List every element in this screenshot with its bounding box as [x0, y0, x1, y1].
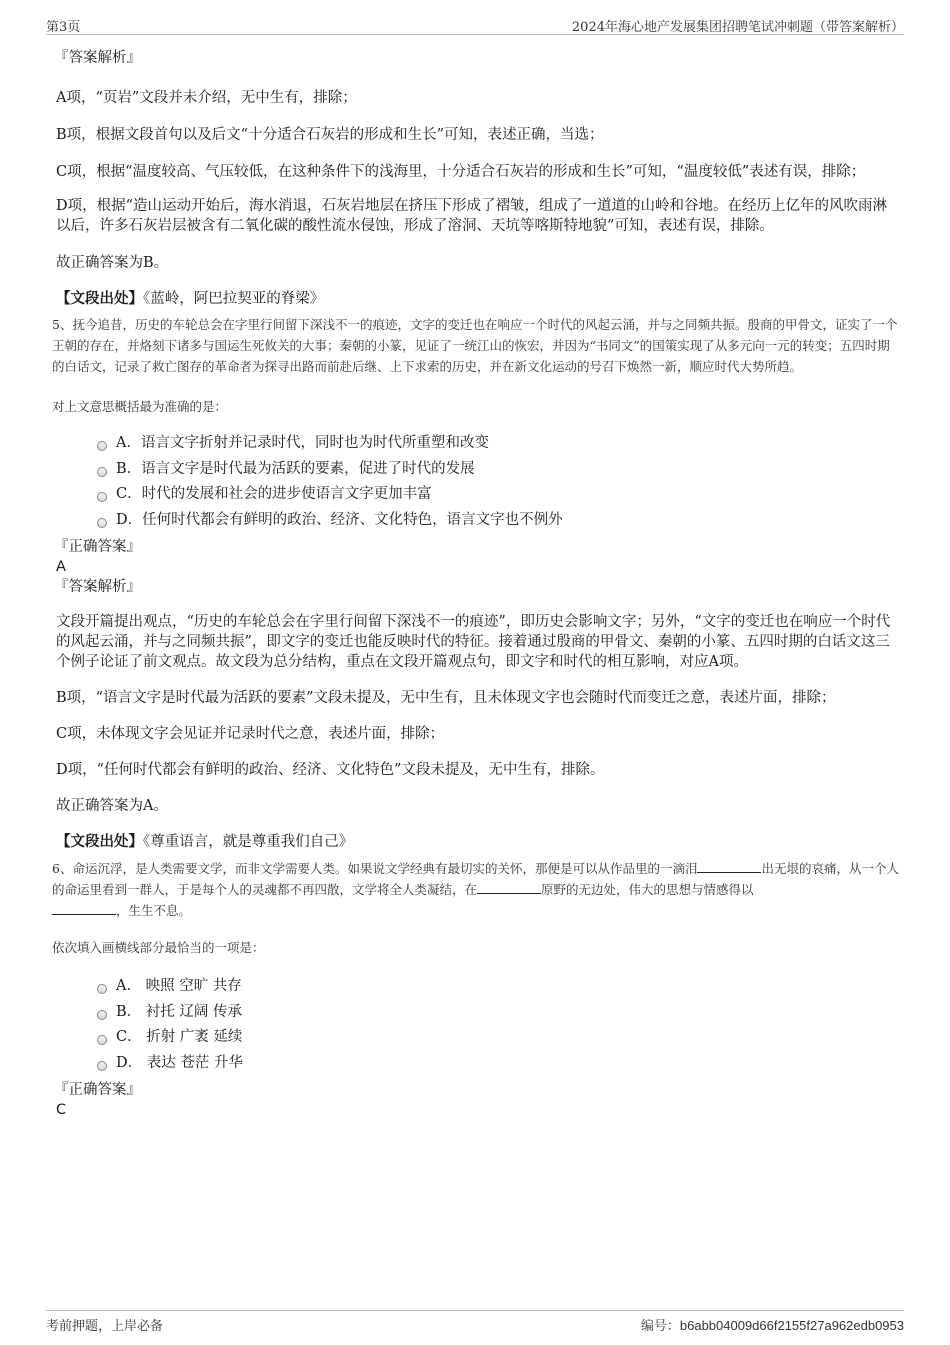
- q6-option-c[interactable]: C． 折射 广袤 延续: [56, 1025, 900, 1051]
- radio-icon[interactable]: [97, 1061, 107, 1071]
- footer-code: 编号：b6abb04009d66f2155f27a962edb0953: [640, 1318, 904, 1334]
- radio-icon[interactable]: [97, 518, 107, 528]
- q4-analysis-c: C项，根据“温度较高、气压较低，在这种条件下的浅海里，十分适合石灰岩的形成和生长”可知，“温度较低”表述有误，排除；: [56, 164, 866, 180]
- q5-option-b[interactable]: B．语言文字是时代最为活跃的要素，促进了时代的发展: [56, 457, 900, 483]
- q5-prompt: 对上文意思概括最为准确的是：: [52, 399, 228, 414]
- fill-blank-3: [52, 902, 116, 915]
- q4-analysis-d: D项，根据“造山运动开始后，海水消退，石灰岩地层在挤压下形成了褶皱，组成了一道道的山岭和谷地。在经历上亿年的风吹雨淋以后，许多石灰岩层被含有二氧化碳的酸性流水侵蚀，形成了溶洞、天坑等喀斯特地貌”可知，表述有误，排除。: [56, 198, 888, 234]
- page-footer: [46, 1310, 904, 1333]
- q5-analysis-main: 文段开篇提出观点，“历史的车轮总会在字里行间留下深浅不一的痕迹”，即历史会影响文字；另外，“文字的变迁也在响应一个时代的风起云涌，并与之同频共振”，即文字的变迁也能反映时代的特征。接着通过殷商的甲骨文、秦朝的小篆、五四时期的白话文这三个例子论证了前文观点。故文段为总分结构，重点在文段开篇观点句，即文字和时代的相互影响，对应A项。: [56, 614, 891, 670]
- q5-analysis-c: C项，未体现文字会见证并记录时代之意，表述片面，排除；: [56, 726, 445, 742]
- q5-analysis-d: D项，“任何时代都会有鲜明的政治、经济、文化特色”文段未提及，无中生有，排除。: [56, 762, 605, 778]
- footer-slogan: 考前押题，上岸必备: [46, 1319, 164, 1334]
- fill-blank-1: [697, 860, 761, 873]
- document-title: 2024年海心地产发展集团招聘笔试冲刺题（带答案解析）: [571, 20, 904, 35]
- radio-icon[interactable]: [97, 984, 107, 994]
- q5-option-d[interactable]: D．任何时代都会有鲜明的政治、经济、文化特色，语言文字也不例外: [56, 508, 900, 534]
- page-number: 第3页: [46, 20, 81, 35]
- radio-icon[interactable]: [97, 1035, 107, 1045]
- q5-correct-title: 『正确答案』: [54, 539, 141, 555]
- q5-source-title: 《尊重语言，就是尊重我们自己》: [143, 834, 354, 850]
- page-header: [46, 14, 904, 35]
- q5-analysis-title: 『答案解析』: [54, 579, 141, 595]
- q4-source-label: 【文段出处】: [56, 290, 143, 307]
- q5-analysis-b: B项，“语言文字是时代最为活跃的要素”文段未提及，无中生有，且未体现文字也会随时代而变迁之意，表述片面，排除；: [56, 690, 836, 706]
- q4-analysis-title: 『答案解析』: [54, 50, 141, 66]
- fill-blank-2: [477, 881, 541, 894]
- q4-source: [56, 289, 900, 309]
- q5-conclusion: 故正确答案为A。: [56, 798, 168, 814]
- q4-analysis-b: B项，根据文段首句以及后文“十分适合石灰岩的形成和生长”可知，表述正确，当选；: [56, 127, 604, 143]
- q5-source-label: 【文段出处】: [56, 833, 143, 850]
- q6-prompt: 依次填入画横线部分最恰当的一项是：: [52, 940, 265, 955]
- q6-correct-answer: C: [56, 1102, 67, 1118]
- q4-conclusion: 故正确答案为B。: [56, 255, 169, 271]
- q6-option-d[interactable]: D． 表达 苍茫 升华: [56, 1051, 900, 1077]
- q6-option-b[interactable]: B． 衬托 辽阔 传承: [56, 1000, 900, 1026]
- radio-icon[interactable]: [97, 1010, 107, 1020]
- q5-options: [56, 431, 900, 533]
- q5-correct-answer: A: [56, 559, 66, 575]
- radio-icon[interactable]: [97, 441, 107, 451]
- radio-icon[interactable]: [97, 467, 107, 477]
- q5-option-a[interactable]: A．语言文字折射并记录时代，同时也为时代所重塑和改变: [56, 431, 900, 457]
- q6-correct-title: 『正确答案』: [54, 1082, 141, 1098]
- q5-option-c[interactable]: C．时代的发展和社会的进步使语言文字更加丰富: [56, 482, 900, 508]
- q6-options: [56, 974, 900, 1076]
- q5-source: [56, 832, 900, 852]
- q6-stem: 6、命运沉浮，是人类需要文学，而非文学需要人类。如果说文学经典有最切实的关怀，那便是可以从作品里的一滴泪 出无垠的哀痛，从一个人的命运里看到一群人，于是每个人的灵魂都不再四散，文学将全人类凝结，在 原野的无边处，伟大的思想与情感得以 ，生生不息。: [52, 861, 899, 918]
- q4-source-title: 《蓝岭，阿巴拉契亚的脊梁》: [143, 291, 325, 307]
- q5-stem: 5、抚今追昔，历史的车轮总会在字里行间留下深浅不一的痕迹，文字的变迁也在响应一个时代的风起云涌，并与之同频共振。殷商的甲骨文，证实了一个王朝的存在，并烙刻下诸多与国运生死攸关的大事；秦朝的小篆，见证了一统江山的恢宏，并因为“书同文”的国策实现了从多元向一元的转变；五四时期的白话文，记录了救亡图存的革命者为探寻出路而前赴后继、上下求索的历史，并在新文化运动的号召下焕然一新，顺应时代大势所趋。: [52, 317, 898, 374]
- q4-analysis-a: A项，“页岩”文段并未介绍，无中生有，排除；: [56, 90, 357, 106]
- page-content: [52, 48, 900, 1120]
- radio-icon[interactable]: [97, 492, 107, 502]
- q6-option-a[interactable]: A． 映照 空旷 共存: [56, 974, 900, 1000]
